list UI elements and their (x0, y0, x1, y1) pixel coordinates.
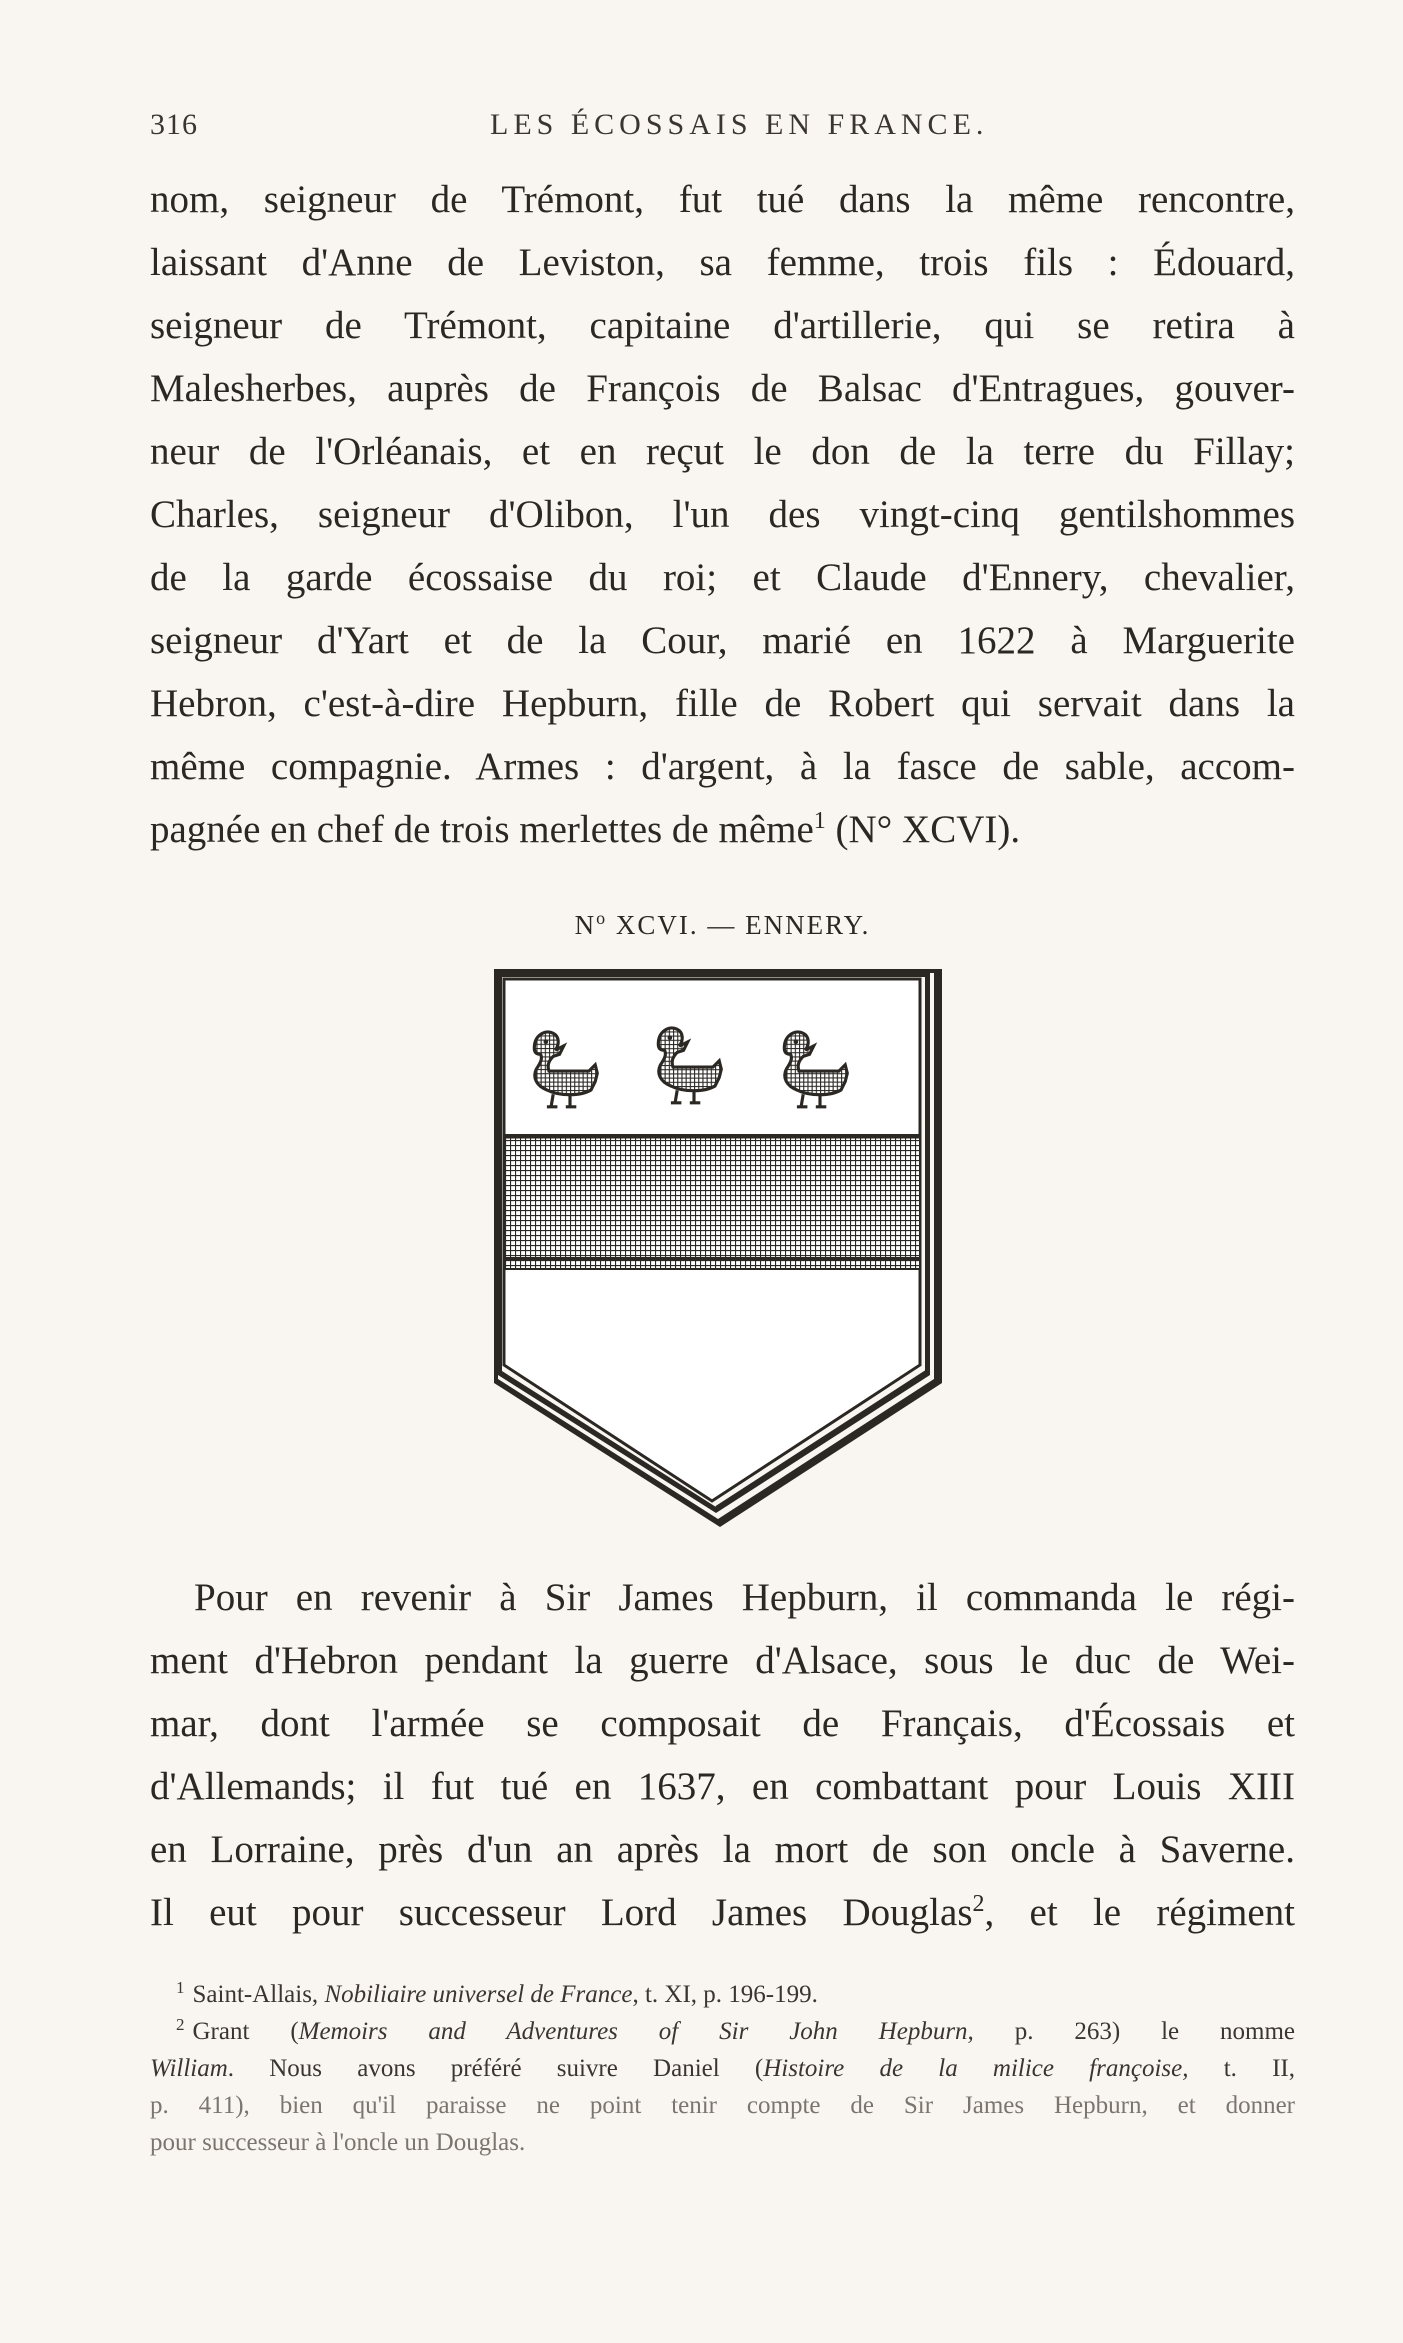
running-header (150, 108, 1293, 148)
footnote-text: t. II, (1188, 2055, 1295, 2082)
footnote-text: p. 263) le nomme (973, 2018, 1295, 2045)
text-line: seigneur de Trémont, capitaine d'artillerie, qui se retira à (150, 304, 1295, 347)
caption-n: N (574, 910, 597, 940)
text-line: en Lorraine, près d'un an après la mort de son oncle à Saverne. (150, 1828, 1295, 1871)
footnote-text: Grant ( (192, 2018, 299, 2045)
text-line (150, 798, 1295, 861)
footnote-title: Histoire de la milice françoise, (763, 2055, 1189, 2082)
text-line: laissant d'Anne de Leviston, sa femme, trois fils : Édouard, (150, 241, 1295, 284)
text-segment: (N° XCVI). (825, 808, 1021, 851)
text-segment: , et le régiment (984, 1891, 1295, 1934)
text-line: neur de l'Orléanais, et en reçut le don de la terre du Fillay; (150, 430, 1295, 473)
text-line: Charles, seigneur d'Olibon, l'un des vingt-cinq gentilshommes (150, 493, 1295, 536)
caption-text: XCVI. — ENNERY. (607, 910, 871, 940)
footnote-2-line (150, 2013, 1295, 2050)
footnote-ref-2[interactable]: 2 (972, 1891, 985, 1917)
page-number: 316 (150, 108, 198, 141)
figure-caption (150, 910, 1295, 941)
footnote-title: Nobiliaire universel de France (324, 1981, 633, 2008)
paragraph-ennery-family (150, 168, 1295, 861)
text-segment: pagnée en chef de trois merlettes de même (150, 808, 814, 851)
footnote-1 (150, 1976, 1295, 2013)
text-line: ment d'Hebron pendant la guerre d'Alsace, sous le duc de Wei- (150, 1639, 1295, 1682)
footnote-2-line (150, 2050, 1295, 2087)
paragraph-hepburn (150, 1566, 1295, 1944)
text-line: d'Allemands; il fut tué en 1637, en combattant pour Louis XIII (150, 1765, 1295, 1808)
footnote-text: . Nous avons préféré suivre Daniel ( (227, 2055, 764, 2082)
text-segment: Il eut pour successeur Lord James Douglas (150, 1891, 973, 1934)
footnote-mark: 1 (176, 1977, 185, 1997)
footnote-ref-1[interactable]: 1 (813, 808, 826, 834)
coat-of-arms-ennery-icon (490, 965, 950, 1535)
footnote-2-line: p. 411), bien qu'il paraisse ne point tenir compte de Sir James Hepburn, et donner (150, 2092, 1295, 2119)
footnote-mark: 2 (176, 2014, 185, 2034)
text-line: même compagnie. Armes : d'argent, à la fasce de sable, accom- (150, 745, 1295, 788)
text-line: Hebron, c'est-à-dire Hepburn, fille de Robert qui servait dans la (150, 682, 1295, 725)
text-line: de la garde écossaise du roi; et Claude d'Ennery, chevalier, (150, 556, 1295, 599)
footnote-text: Saint-Allais, (192, 1981, 325, 2008)
footnotes (150, 1976, 1295, 2161)
footnote-name: William (150, 2055, 228, 2082)
text-line: Pour en revenir à Sir James Hepburn, il commanda le régi- (194, 1576, 1295, 1619)
text-line: mar, dont l'armée se composait de Français, d'Écossais et (150, 1702, 1295, 1745)
caption-o: o (596, 908, 608, 928)
text-line: seigneur d'Yart et de la Cour, marié en 1622 à Marguerite (150, 619, 1295, 662)
text-line: Malesherbes, auprès de François de Balsac d'Entragues, gouver- (150, 367, 1295, 410)
text-line (150, 1881, 1295, 1944)
running-title: LES ÉCOSSAIS EN FRANCE. (490, 108, 989, 141)
footnote-2-line: pour successeur à l'oncle un Douglas. (150, 2129, 526, 2156)
text-line: nom, seigneur de Trémont, fut tué dans la même rencontre, (150, 178, 1295, 221)
footnote-title: Memoirs and Adventures of Sir John Hepburn, (298, 2018, 974, 2045)
footnote-text: , t. XI, p. 196-199. (632, 1981, 818, 2008)
